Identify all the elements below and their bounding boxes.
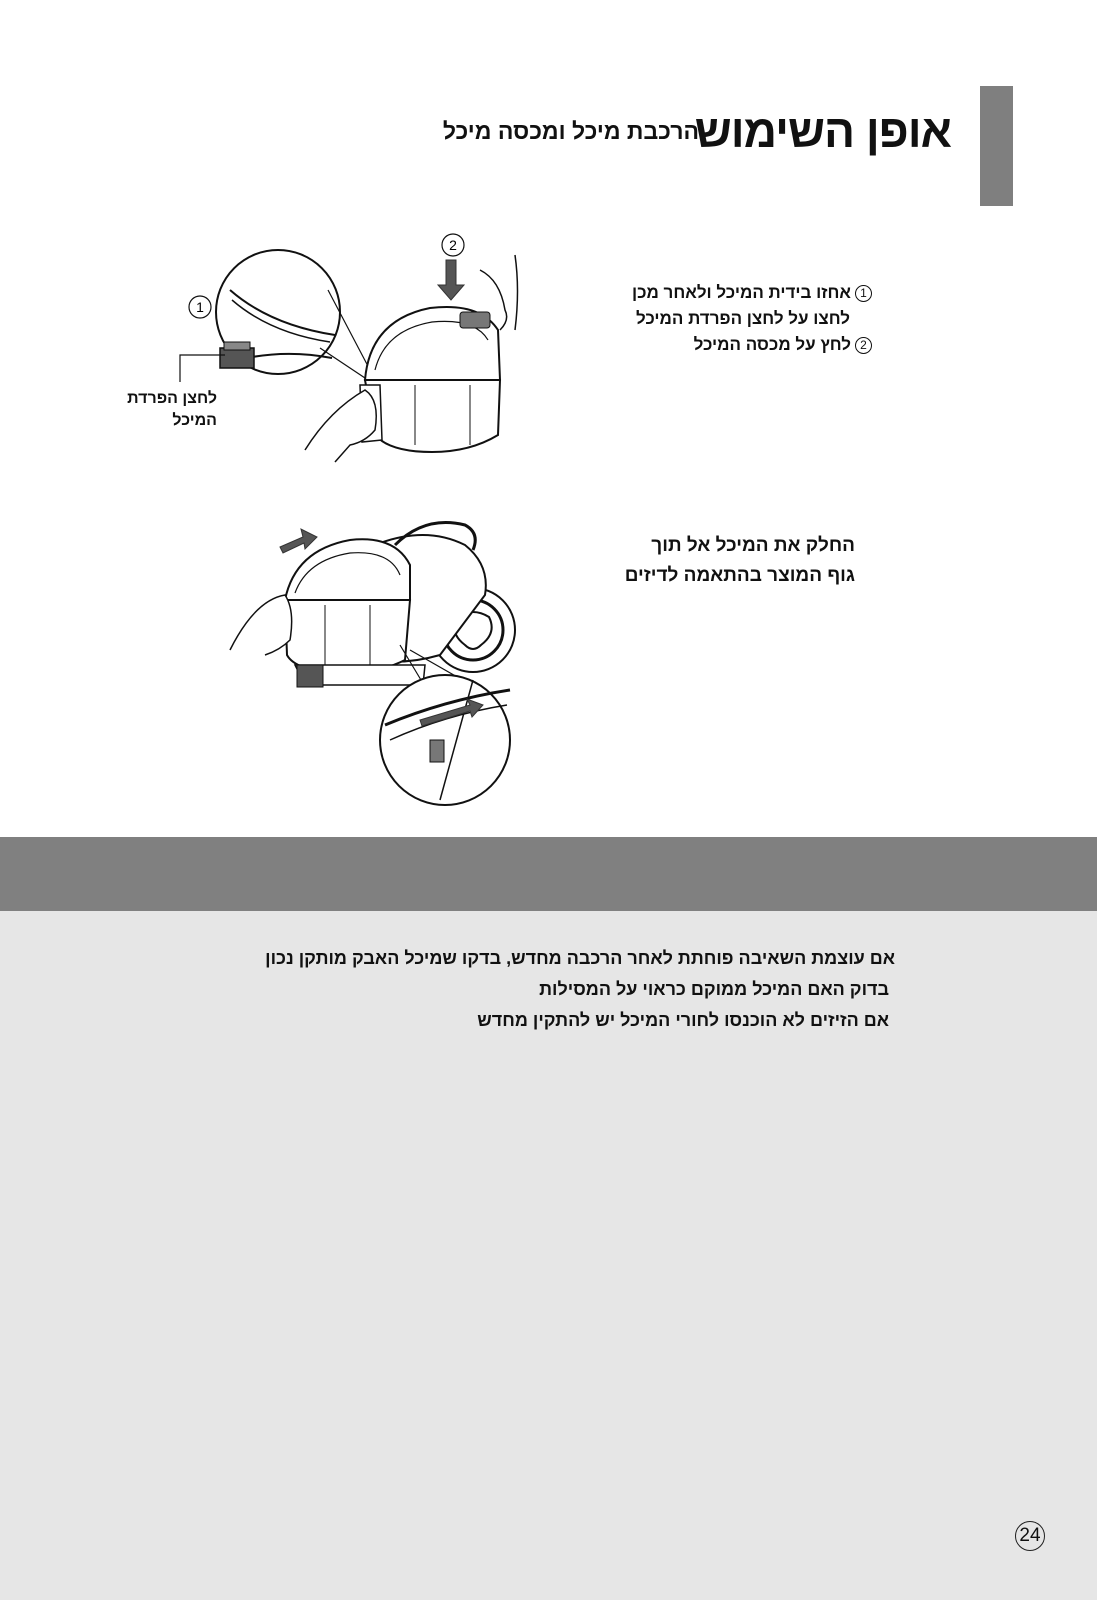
step-number-1: 1: [855, 285, 872, 302]
push-arrow: [280, 529, 317, 553]
release-button-label: לחצן הפרדת המיכל: [127, 390, 217, 429]
zoom-release-button-top: [224, 342, 250, 350]
note-header-band: [0, 837, 1097, 911]
container-body: [365, 380, 500, 452]
figure-insert-container: [225, 515, 535, 810]
callout-number-1: 1: [196, 299, 204, 315]
figure-assemble-lid: [170, 230, 550, 465]
page-title: אופן השימוש: [694, 105, 951, 157]
zoom-release-button: [220, 348, 254, 368]
note-text: אם עוצמת השאיבה פוחתת לאחר הרכבה מחדש, בדקו שמיכל האבק מותקן נכון בדוק האם המיכל ממוקם כראוי על המסילות אם הזיזים לא הוכנסו לחורי המיכל יש להתקין מחדש: [265, 948, 895, 1030]
page-subtitle: הרכבת מיכל ומכסה מיכל: [442, 118, 699, 144]
callout-leader: [180, 355, 225, 382]
step-number-2: 2: [855, 337, 872, 354]
container-body-2: [285, 600, 410, 673]
page-number: 24: [1015, 1521, 1045, 1551]
hand-holding: [230, 595, 292, 655]
step-insert-container: החלק את המיכל אל תוך גוף המוצר בהתאמה לדיזים: [624, 535, 855, 586]
guide-tab: [430, 740, 444, 762]
callout-number-2: 2: [449, 237, 457, 253]
container-lid-2: [285, 539, 410, 600]
press-arrow: [438, 260, 464, 300]
step-assemble-lid: 1אחזו בידית המיכל ולאחר מכן לחצו על לחצן הפרדת המיכל 2לחץ על מכסה המיכל: [632, 280, 872, 358]
section-tab: [980, 86, 1013, 206]
hand-left: [305, 390, 376, 462]
